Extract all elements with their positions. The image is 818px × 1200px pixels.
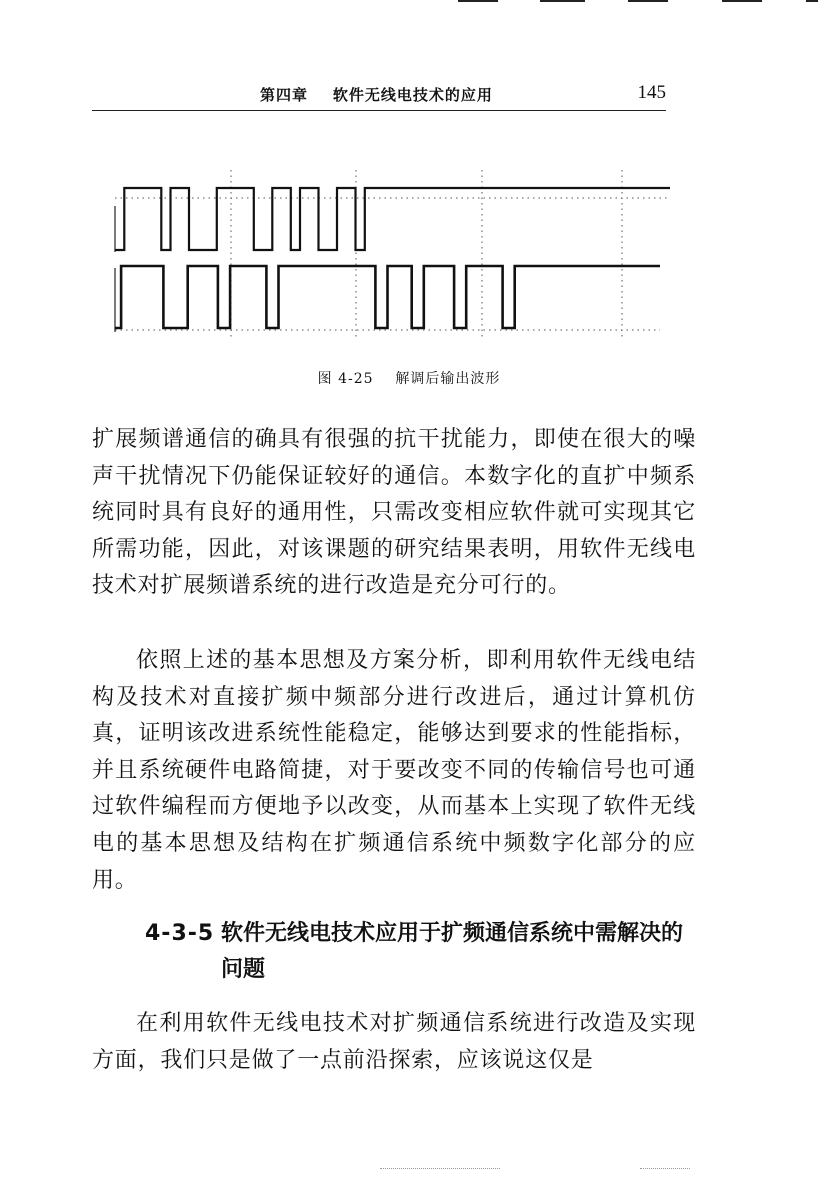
scan-mark	[628, 0, 668, 2]
running-header	[92, 78, 666, 111]
chapter-title: 第四章 软件无线电技术的应用	[260, 86, 493, 104]
scan-mark	[806, 0, 818, 2]
lower-waveform	[115, 266, 660, 328]
waveform-plot	[105, 170, 685, 350]
scan-dots	[380, 1168, 500, 1169]
waveform-figure	[105, 170, 685, 350]
paragraph-intro: 在利用软件无线电技术对扩频通信系统进行改造及实现方面，我们只是做了一点前沿探索，应该说这仅是	[92, 1011, 696, 1073]
figure-caption: 图 4-25 解调后输出波形	[317, 371, 501, 387]
scan-mark	[458, 0, 498, 2]
scan-mark	[722, 0, 762, 2]
section-title: 软件无线电技术应用于扩频通信系统中需解决的问题	[221, 921, 684, 982]
section-number: 4-3-5	[145, 921, 215, 946]
page-number: 145	[637, 82, 666, 103]
paragraph-conclusion: 扩展频谱通信的确具有很强的抗干扰能力，即使在很大的噪声干扰情况下仍能保证较好的通信。本数字化的直扩中频系统同时具有良好的通用性，只需改变相应软件就可实现其它所需功能，因此，对该课题的研究结果表明，用软件无线电技术对扩展频谱系统的进行改造是充分可行的。	[92, 427, 696, 599]
grid-lines	[115, 170, 670, 340]
scan-dots	[640, 1168, 690, 1169]
scan-mark	[540, 0, 585, 2]
upper-waveform	[115, 188, 670, 250]
paragraph-summary: 依照上述的基本思想及方案分析，即利用软件无线电结构及技术对直接扩频中频部分进行改进后，通过计算机仿真，证明该改进系统性能稳定，能够达到要求的性能指标，并且系统硬件电路简捷，对于要改变不同的传输信号也可通过软件编程而方便地予以改变，从而基本上实现了软件无线电的基本思想及结构在扩频通信系统中频数字化部分的应用。	[92, 648, 696, 893]
